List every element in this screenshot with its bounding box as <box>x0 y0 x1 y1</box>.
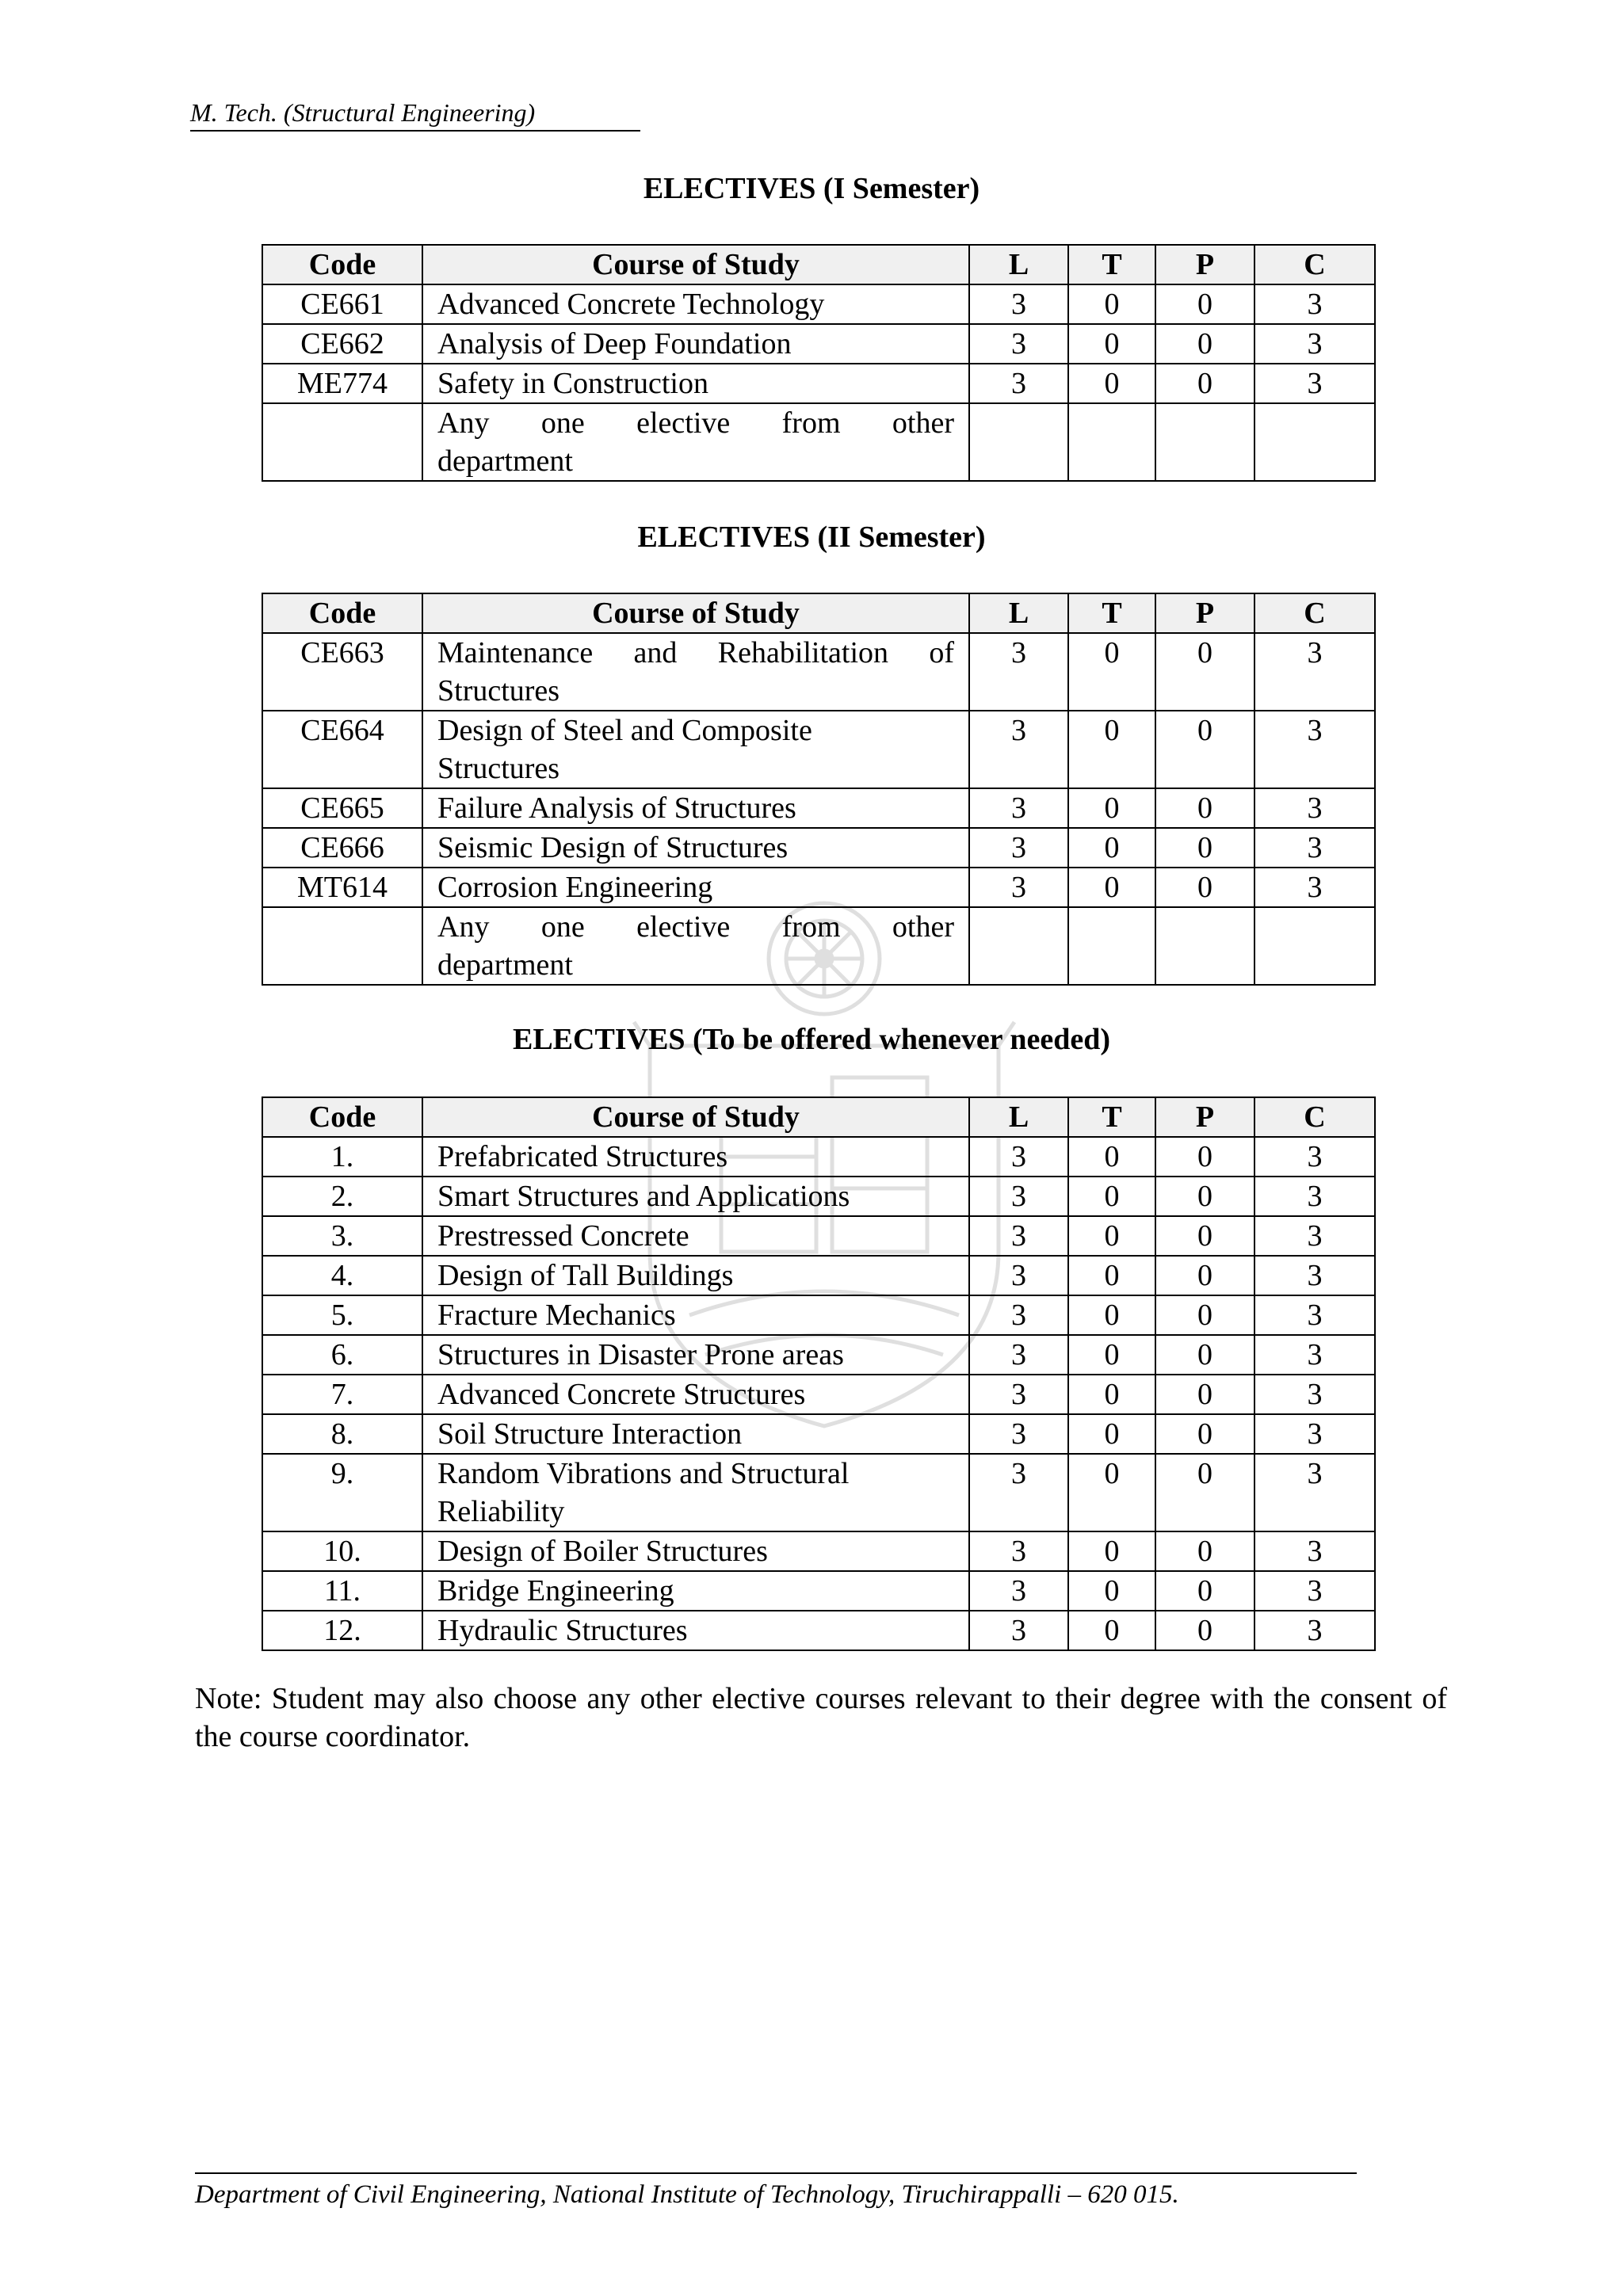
table-row <box>262 1216 1375 1256</box>
col-header-code: Code <box>262 593 422 633</box>
col-header-course: Course of Study <box>422 245 969 284</box>
page-header: M. Tech. (Structural Engineering) <box>190 98 536 127</box>
cell-p: 0 <box>1155 284 1254 324</box>
table-header-row <box>262 1097 1375 1137</box>
course-line-1: Any one elective from other <box>437 910 954 944</box>
table-row <box>262 1414 1375 1454</box>
course-line-2: Structures <box>437 752 560 785</box>
cell-code <box>262 907 422 985</box>
table-row <box>262 284 1375 324</box>
cell-p: 0 <box>1155 1454 1254 1531</box>
col-header-course: Course of Study <box>422 593 969 633</box>
cell-code: 6. <box>262 1335 422 1375</box>
cell-course <box>422 633 969 711</box>
cell-l: 3 <box>969 324 1068 364</box>
table-row <box>262 1531 1375 1571</box>
col-header-t: T <box>1068 245 1155 284</box>
cell-p: 0 <box>1155 1531 1254 1571</box>
cell-course: Safety in Construction <box>422 364 969 403</box>
cell-course: Hydraulic Structures <box>422 1611 969 1650</box>
cell-c <box>1254 907 1375 985</box>
table-row <box>262 1177 1375 1216</box>
cell-course <box>422 1454 969 1531</box>
cell-code: 4. <box>262 1256 422 1295</box>
cell-course <box>422 907 969 985</box>
cell-course: Smart Structures and Applications <box>422 1177 969 1216</box>
cell-c: 3 <box>1254 1414 1375 1454</box>
cell-c: 3 <box>1254 828 1375 868</box>
cell-t: 0 <box>1068 868 1155 907</box>
cell-t: 0 <box>1068 1414 1155 1454</box>
cell-p: 0 <box>1155 1137 1254 1177</box>
cell-l <box>969 403 1068 481</box>
cell-course <box>422 403 969 481</box>
course-line-2: department <box>437 444 573 478</box>
cell-code: ME774 <box>262 364 422 403</box>
cell-c: 3 <box>1254 1375 1375 1414</box>
table-row <box>262 1375 1375 1414</box>
cell-code: 5. <box>262 1295 422 1335</box>
cell-code: 11. <box>262 1571 422 1611</box>
cell-code: CE664 <box>262 711 422 788</box>
table-row <box>262 633 1375 711</box>
cell-l: 3 <box>969 1137 1068 1177</box>
cell-p: 0 <box>1155 828 1254 868</box>
cell-t: 0 <box>1068 1256 1155 1295</box>
cell-p: 0 <box>1155 1177 1254 1216</box>
col-header-c: C <box>1254 245 1375 284</box>
cell-code: 8. <box>262 1414 422 1454</box>
table-row <box>262 1256 1375 1295</box>
section-title-sem2: ELECTIVES (II Semester) <box>637 521 986 554</box>
cell-t: 0 <box>1068 633 1155 711</box>
table-row <box>262 868 1375 907</box>
cell-t: 0 <box>1068 284 1155 324</box>
cell-l <box>969 907 1068 985</box>
col-header-t: T <box>1068 1097 1155 1137</box>
cell-c: 3 <box>1254 1137 1375 1177</box>
cell-p: 0 <box>1155 868 1254 907</box>
table-row <box>262 788 1375 828</box>
col-header-p: P <box>1155 593 1254 633</box>
cell-l: 3 <box>969 1414 1068 1454</box>
table-row <box>262 403 1375 481</box>
course-line-1: Design of Steel and Composite <box>437 714 812 747</box>
cell-p: 0 <box>1155 1375 1254 1414</box>
table-row <box>262 1454 1375 1531</box>
section-title-sem1: ELECTIVES (I Semester) <box>643 172 980 205</box>
cell-l: 3 <box>969 1177 1068 1216</box>
col-header-c: C <box>1254 593 1375 633</box>
cell-l: 3 <box>969 828 1068 868</box>
cell-l: 3 <box>969 1454 1068 1531</box>
electives-sem1-table <box>262 244 1376 482</box>
cell-l: 3 <box>969 364 1068 403</box>
cell-l: 3 <box>969 1295 1068 1335</box>
cell-code: CE662 <box>262 324 422 364</box>
course-line-1: Any one elective from other <box>437 406 954 440</box>
course-line-2: Structures <box>437 674 560 707</box>
cell-t <box>1068 907 1155 985</box>
cell-t: 0 <box>1068 324 1155 364</box>
cell-p <box>1155 403 1254 481</box>
cell-p: 0 <box>1155 788 1254 828</box>
table-header-row <box>262 245 1375 284</box>
col-header-t: T <box>1068 593 1155 633</box>
cell-c: 3 <box>1254 633 1375 711</box>
cell-c: 3 <box>1254 1531 1375 1571</box>
cell-l: 3 <box>969 1375 1068 1414</box>
col-header-c: C <box>1254 1097 1375 1137</box>
cell-t: 0 <box>1068 1137 1155 1177</box>
cell-code: 10. <box>262 1531 422 1571</box>
cell-t: 0 <box>1068 1571 1155 1611</box>
table-row <box>262 324 1375 364</box>
cell-course: Prestressed Concrete <box>422 1216 969 1256</box>
cell-c: 3 <box>1254 1571 1375 1611</box>
electives-sem2-table <box>262 593 1376 986</box>
cell-code: 1. <box>262 1137 422 1177</box>
table-row <box>262 1137 1375 1177</box>
cell-t: 0 <box>1068 1611 1155 1650</box>
col-header-p: P <box>1155 245 1254 284</box>
course-line-2: department <box>437 948 573 982</box>
cell-code: CE666 <box>262 828 422 868</box>
cell-code: CE663 <box>262 633 422 711</box>
cell-p: 0 <box>1155 1295 1254 1335</box>
cell-c: 3 <box>1254 1335 1375 1375</box>
cell-course: Seismic Design of Structures <box>422 828 969 868</box>
cell-l: 3 <box>969 633 1068 711</box>
cell-p: 0 <box>1155 324 1254 364</box>
cell-t: 0 <box>1068 1531 1155 1571</box>
cell-course: Soil Structure Interaction <box>422 1414 969 1454</box>
page-footer: Department of Civil Engineering, National Institute of Technology, Tiruchirappalli – 620 015. <box>195 2180 1179 2209</box>
electives-as-needed-table <box>262 1097 1376 1651</box>
cell-course: Structures in Disaster Prone areas <box>422 1335 969 1375</box>
cell-t: 0 <box>1068 364 1155 403</box>
cell-t: 0 <box>1068 788 1155 828</box>
cell-t: 0 <box>1068 711 1155 788</box>
cell-course: Analysis of Deep Foundation <box>422 324 969 364</box>
cell-l: 3 <box>969 711 1068 788</box>
cell-c: 3 <box>1254 1256 1375 1295</box>
col-header-course: Course of Study <box>422 1097 969 1137</box>
course-line-2: Reliability <box>437 1495 565 1528</box>
cell-c: 3 <box>1254 324 1375 364</box>
cell-course: Fracture Mechanics <box>422 1295 969 1335</box>
cell-l: 3 <box>969 284 1068 324</box>
cell-course: Advanced Concrete Technology <box>422 284 969 324</box>
cell-c: 3 <box>1254 1611 1375 1650</box>
cell-code: CE665 <box>262 788 422 828</box>
col-header-l: L <box>969 593 1068 633</box>
cell-course: Design of Boiler Structures <box>422 1531 969 1571</box>
cell-c: 3 <box>1254 868 1375 907</box>
cell-code: 3. <box>262 1216 422 1256</box>
cell-c: 3 <box>1254 284 1375 324</box>
note-paragraph: Note: Student may also choose any other elective courses relevant to their degree with the consent of the course coordinator. <box>195 1682 1447 1753</box>
cell-p: 0 <box>1155 364 1254 403</box>
cell-l: 3 <box>969 1216 1068 1256</box>
cell-p: 0 <box>1155 1414 1254 1454</box>
cell-t: 0 <box>1068 1454 1155 1531</box>
cell-p: 0 <box>1155 1256 1254 1295</box>
cell-p: 0 <box>1155 1216 1254 1256</box>
cell-t <box>1068 403 1155 481</box>
cell-course: Corrosion Engineering <box>422 868 969 907</box>
table-row <box>262 1335 1375 1375</box>
cell-p: 0 <box>1155 1571 1254 1611</box>
cell-l: 3 <box>969 788 1068 828</box>
cell-l: 3 <box>969 1256 1068 1295</box>
cell-t: 0 <box>1068 1177 1155 1216</box>
header-rule <box>190 130 640 132</box>
cell-code: 12. <box>262 1611 422 1650</box>
cell-p: 0 <box>1155 633 1254 711</box>
cell-c: 3 <box>1254 711 1375 788</box>
cell-course: Bridge Engineering <box>422 1571 969 1611</box>
cell-c: 3 <box>1254 364 1375 403</box>
cell-code: CE661 <box>262 284 422 324</box>
cell-code: 7. <box>262 1375 422 1414</box>
table-row <box>262 364 1375 403</box>
cell-p: 0 <box>1155 1611 1254 1650</box>
cell-course: Advanced Concrete Structures <box>422 1375 969 1414</box>
course-line-1: Maintenance and Rehabilitation of <box>437 636 954 669</box>
cell-code <box>262 403 422 481</box>
footer-rule <box>195 2172 1357 2174</box>
cell-c: 3 <box>1254 1454 1375 1531</box>
col-header-code: Code <box>262 1097 422 1137</box>
section-title-as-needed: ELECTIVES (To be offered whenever needed) <box>512 1023 1111 1056</box>
cell-c: 3 <box>1254 1216 1375 1256</box>
cell-t: 0 <box>1068 1295 1155 1335</box>
cell-course: Prefabricated Structures <box>422 1137 969 1177</box>
cell-l: 3 <box>969 868 1068 907</box>
cell-t: 0 <box>1068 1216 1155 1256</box>
table-row <box>262 1611 1375 1650</box>
cell-l: 3 <box>969 1571 1068 1611</box>
table-row <box>262 711 1375 788</box>
cell-c: 3 <box>1254 788 1375 828</box>
cell-p <box>1155 907 1254 985</box>
cell-t: 0 <box>1068 1375 1155 1414</box>
col-header-code: Code <box>262 245 422 284</box>
col-header-l: L <box>969 1097 1068 1137</box>
cell-p: 0 <box>1155 711 1254 788</box>
cell-c: 3 <box>1254 1295 1375 1335</box>
cell-course: Design of Tall Buildings <box>422 1256 969 1295</box>
cell-code: 9. <box>262 1454 422 1531</box>
cell-code: 2. <box>262 1177 422 1216</box>
col-header-p: P <box>1155 1097 1254 1137</box>
cell-c <box>1254 403 1375 481</box>
course-line-1: Random Vibrations and Structural <box>437 1457 850 1490</box>
cell-t: 0 <box>1068 1335 1155 1375</box>
col-header-l: L <box>969 245 1068 284</box>
cell-p: 0 <box>1155 1335 1254 1375</box>
table-row <box>262 907 1375 985</box>
cell-l: 3 <box>969 1611 1068 1650</box>
cell-t: 0 <box>1068 828 1155 868</box>
cell-l: 3 <box>969 1335 1068 1375</box>
cell-code: MT614 <box>262 868 422 907</box>
table-header-row <box>262 593 1375 633</box>
cell-l: 3 <box>969 1531 1068 1571</box>
table-row <box>262 828 1375 868</box>
cell-c: 3 <box>1254 1177 1375 1216</box>
cell-course: Failure Analysis of Structures <box>422 788 969 828</box>
cell-course <box>422 711 969 788</box>
table-row <box>262 1295 1375 1335</box>
table-row <box>262 1571 1375 1611</box>
